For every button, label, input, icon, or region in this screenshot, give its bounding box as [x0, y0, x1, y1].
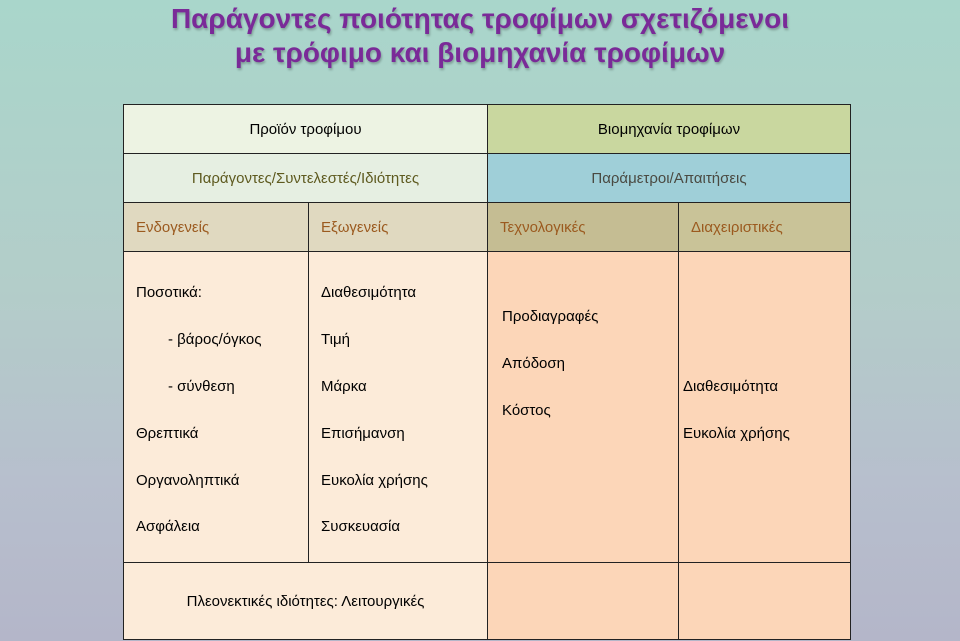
column-header-technological — [487, 202, 679, 252]
list-item: Διαθεσιμότητα — [683, 378, 779, 395]
list-item: - βάρος/όγκος — [168, 331, 262, 348]
list-item: Απόδοση — [502, 355, 565, 372]
header-food-product — [123, 104, 488, 154]
header-food-product-label: Προϊόν τροφίμου — [249, 120, 362, 138]
column-extrinsic — [308, 251, 488, 563]
footer-advantageous-properties — [123, 562, 488, 640]
list-item: Οργανοληπτικά — [136, 472, 240, 489]
list-item: Ποσοτικά: — [136, 284, 202, 301]
title-line-1: Παράγοντες ποιότητας τροφίμων σχετιζόμενοι — [170, 3, 790, 34]
title-line-2: με τρόφιμο και βιομηχανία τροφίμων — [234, 37, 726, 68]
header-factors-label: Παράγοντες/Συντελεστές/Ιδιότητες — [191, 169, 420, 187]
header-food-industry-label: Βιομηχανία τροφίμων — [597, 120, 741, 138]
footer-empty-cell — [487, 562, 679, 640]
list-item: Ευκολία χρήσης — [683, 425, 790, 442]
column-header-technological-label: Τεχνολογικές — [500, 218, 586, 236]
footer-label: Πλεονεκτικές ιδιότητες: Λειτουργικές — [186, 592, 425, 610]
column-managerial — [678, 251, 851, 563]
header-food-industry — [487, 104, 851, 154]
list-item: Θρεπτικά — [136, 425, 199, 442]
list-item: Επισήμανση — [321, 425, 405, 442]
column-header-extrinsic-label: Εξωγενείς — [321, 218, 389, 236]
list-item: Μάρκα — [321, 378, 367, 395]
footer-empty-cell — [678, 562, 851, 640]
list-item: Τιμή — [321, 331, 350, 348]
list-item: Κόστος — [502, 402, 551, 419]
page-title — [0, 2, 960, 70]
header-parameters — [487, 153, 851, 203]
list-item: Προδιαγραφές — [502, 308, 599, 325]
list-item: - σύνθεση — [168, 378, 235, 395]
quality-factors-table — [123, 104, 851, 640]
column-header-managerial-label: Διαχειριστικές — [691, 218, 783, 236]
list-item: Συσκευασία — [321, 518, 401, 535]
column-header-intrinsic-label: Ενδογενείς — [136, 218, 210, 236]
header-parameters-label: Παράμετροι/Απαιτήσεις — [591, 169, 747, 187]
list-item: Διαθεσιμότητα — [321, 284, 417, 301]
header-factors — [123, 153, 488, 203]
column-header-intrinsic — [123, 202, 309, 252]
list-item: Ευκολία χρήσης — [321, 472, 428, 489]
column-header-extrinsic — [308, 202, 488, 252]
column-intrinsic — [123, 251, 309, 563]
list-item: Ασφάλεια — [136, 518, 200, 535]
column-technological — [487, 251, 679, 563]
column-header-managerial — [678, 202, 851, 252]
